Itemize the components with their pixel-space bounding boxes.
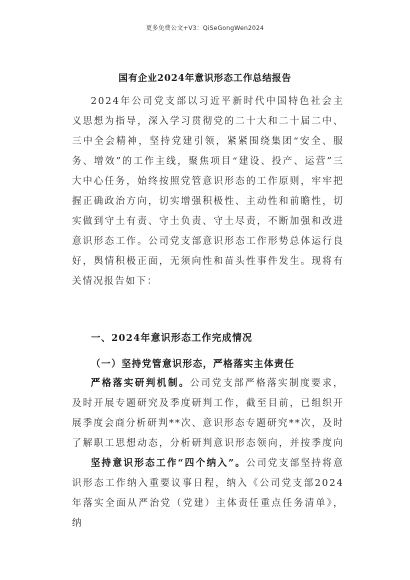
section-heading: 一、2024年意识形态工作完成情况 <box>91 333 253 344</box>
document-title: 国有企业2024年意识形态工作总结报告 <box>118 73 292 84</box>
paragraph-body: 公司党支部坚持将意识形态工作纳入重要议事日程，纳入《公司党支部2024年落实全面从严治党（党建）主体责任重点任务清单》，纳 <box>72 458 344 529</box>
header-note: 更多免费公文+V3：QiSeGongWen2024 <box>145 25 265 32</box>
paragraph-body: 公司党支部严格落实制度要求，及时开展专题研究及季度研判工作，截至目前，已组织开展季度会商分析研判**次、意识形态专题研究**次，及时了解职工思想动态，分析研判意识形态领向，并按季度向 <box>72 378 344 449</box>
intro-paragraph: 2024年公司党支部以习近平新时代中国特色社会主义思想为指导，深入学习贯彻党的二十大和二十届二中、三中全会精神，坚持党建引领，紧紧围绕集团“安全、服务、增效”的工作主线，聚焦项目“建设、投产、运营”三大中心任务，始终按照党管意识形态的工作原则，牢牢把握正确政治方向，切实增强积极性、主动性和前瞻性，切实做到守土有责、守土负责、守土尽责，不断加强和改进意识形态工作。公司党支部意识形态工作形势总体运行良好，舆情积极正面，无须向性和苗头性事件发生。现将有关情况报告如下： <box>72 96 344 287</box>
paragraph-lead: 坚持意识形态工作“四个纳入”。 <box>90 458 247 469</box>
subsection-heading: （一）坚持党管意识形态，严格落实主体责任 <box>91 359 295 370</box>
paragraph-four-inclusions <box>72 454 344 558</box>
paragraph-research-mechanism <box>72 374 344 454</box>
paragraph-lead: 严格落实研判机制。 <box>90 378 190 389</box>
